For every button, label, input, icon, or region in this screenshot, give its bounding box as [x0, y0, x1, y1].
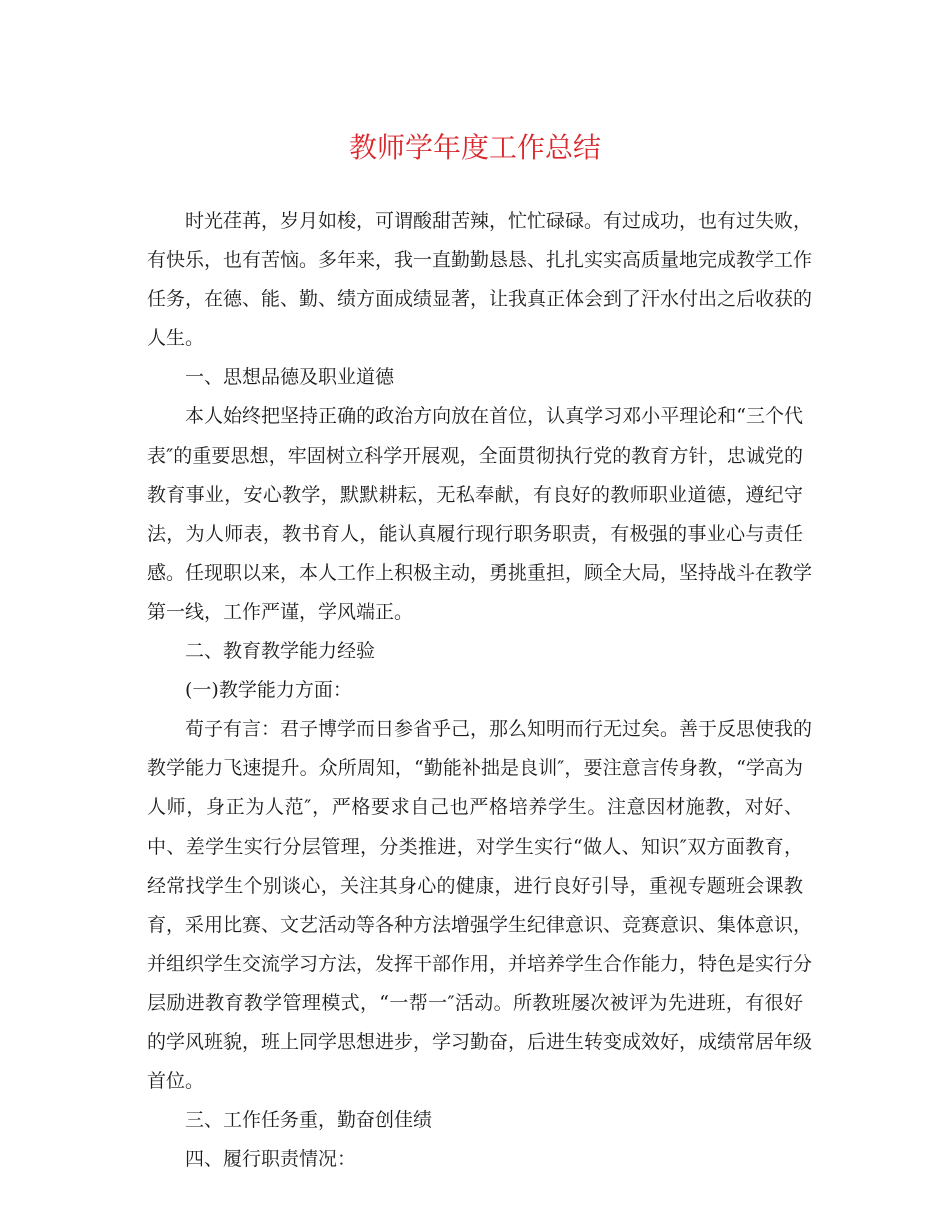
section-heading: 三、工作任务重，勤奋创佳绩	[185, 1109, 433, 1132]
paragraph-line: 人师，身正为人范″，严格要求自己也严格培养学生。注意因材施教，对好、	[147, 796, 803, 819]
paragraph-line: 并组织学生交流学习方法，发挥干部作用，并培养学生合作能力，特色是实行分	[147, 952, 813, 975]
paragraph-line: 表″的重要思想，牢固树立科学开展观，全面贯彻执行党的教育方针，忠诚党的	[147, 444, 803, 467]
paragraph-line: 第一线，工作严谨，学风端正。	[147, 600, 414, 623]
paragraph-line: 育，采用比赛、文艺活动等各种方法增强学生纪律意识、竞赛意识、集体意识，	[147, 913, 813, 936]
document-body	[147, 202, 813, 1179]
section-heading: 二、教育教学能力经验	[185, 640, 376, 663]
paragraph-line: 的学风班貌，班上同学思想进步，学习勤奋，后进生转变成效好，成绩常居年级	[147, 1030, 813, 1053]
section-heading: (一)教学能力方面：	[185, 679, 352, 702]
paragraph-line: 首位。	[147, 1070, 205, 1093]
section-heading: 一、思想品德及职业道德	[185, 366, 395, 389]
paragraph-line: 有快乐，也有苦恼。多年来，我一直勤勤恳恳、扎扎实实高质量地完成教学工作	[147, 249, 813, 272]
paragraph-line: 法，为人师表，教书育人，能认真履行现行职务职责，有极强的事业心与责任	[147, 522, 803, 545]
paragraph-line: 教学能力飞速提升。众所周知，“勤能补拙是良训″，要注意言传身教，“学高为	[147, 757, 803, 780]
paragraph-line: 时光荏苒，岁月如梭，可谓酸甜苦辣，忙忙碌碌。有过成功，也有过失败，	[185, 210, 813, 232]
paragraph-line: 感。任现职以来，本人工作上积极主动，勇挑重担，顾全大局，坚持战斗在教学	[147, 561, 813, 584]
paragraph-line: 荀子有言：君子博学而日参省乎己，那么知明而行无过矣。善于反思使我的	[185, 718, 813, 741]
paragraph-line: 教育事业，安心教学，默默耕耘，无私奉献，有良好的教师职业道德，遵纪守	[147, 483, 803, 506]
section-heading: 四、履行职责情况：	[185, 1148, 357, 1171]
document-title: 教师学年度工作总结	[348, 131, 601, 164]
paragraph-line: 人生。	[147, 327, 205, 350]
paragraph-line: 任务，在德、能、勤、绩方面成绩显著，让我真正体会到了汗水付出之后收获的	[147, 288, 813, 311]
paragraph-line: 经常找学生个别谈心，关注其身心的健康，进行良好引导，重视专题班会课教	[147, 874, 803, 897]
paragraph-line: 中、差学生实行分层管理，分类推进，对学生实行“做人、知识″双方面教育，	[147, 835, 803, 858]
paragraph-line: 本人始终把坚持正确的政治方向放在首位，认真学习邓小平理论和“三个代	[185, 405, 803, 428]
paragraph-line: 层励进教育教学管理模式，“一帮一″活动。所教班屡次被评为先进班，有很好	[147, 991, 803, 1014]
